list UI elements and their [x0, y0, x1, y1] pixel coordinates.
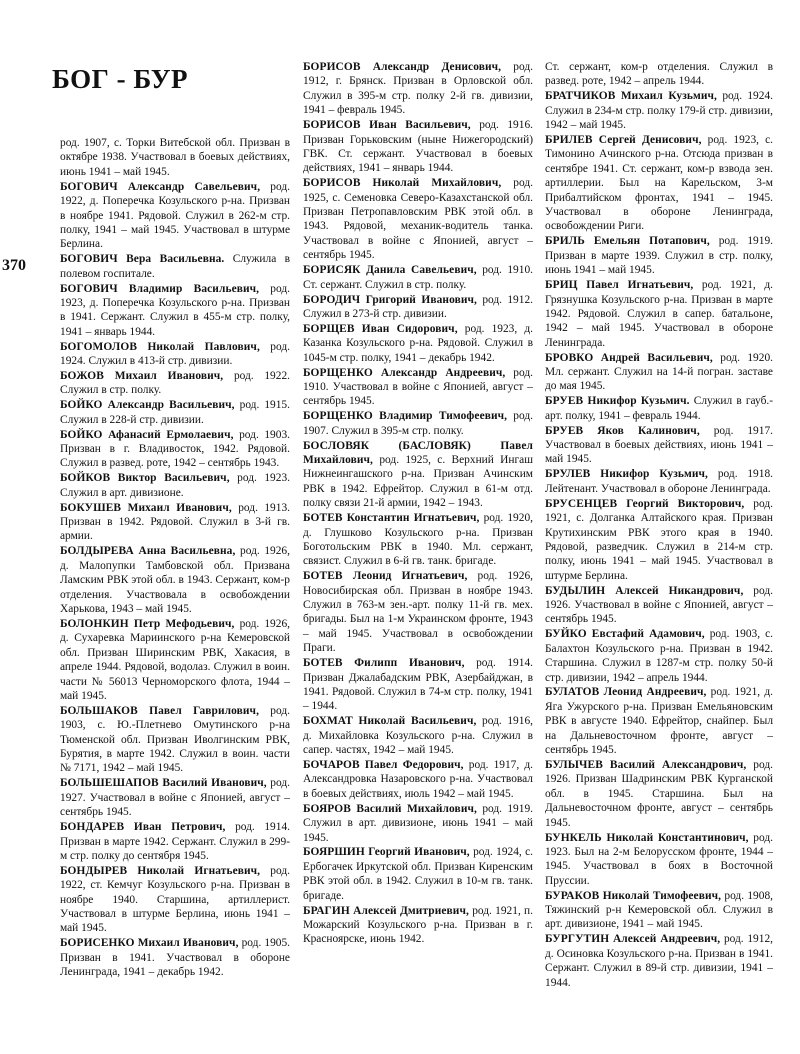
entry-name: БОЛОНКИН Петр Мефодьевич, — [60, 617, 235, 630]
entry-name: БОГОВИЧ Владимир Васильевич, — [60, 282, 260, 295]
entry-name: БРИЦ Павел Игнатьевич, — [545, 279, 694, 292]
entry-name: БОЙКО Александр Васильевич, — [60, 399, 235, 412]
dictionary-entry — [545, 133, 773, 234]
entry-text: род. 1926. Призван Шадринским РВК Курганской обл. в 1945. Старшина. Был на Дальневосточном фронте, август – сентябрь 1945. — [545, 759, 773, 829]
entry-text: род. 1923, с. Тимонино Ачинского р-на. Отсюда призван в сентябре 1941. Ст. сержант, ком-р взвода зен. артиллерии. Был на Карельском, 3-м Прибалтийском фронтах, 1941 – 1945. Участвовал в обороне Ленинграда, освобождении Риги. — [545, 134, 773, 233]
dictionary-entry — [60, 180, 290, 252]
entry-text: род. 1920, д. Глушково Козульского р-на. Призван Боготольским РВК в 1940. Мл. сержант, связист. Служил в 6-й гв. танк. бригаде. — [303, 512, 533, 568]
dictionary-entry — [60, 936, 290, 979]
entry-text: род. 1922, д. Поперечка Козульского р-на. Призван в ноябре 1941. Рядовой. Служил в 262-м стр. полку, 1941 – май 1945. Участвовал в штурме Берлина. — [60, 180, 290, 251]
entry-text: род. 1924. Служил в 234-м стр. полку 179-й стр. дивизии, 1942 – май 1945. — [545, 90, 773, 132]
dictionary-entry — [303, 366, 533, 409]
entry-name: БОРОДИЧ Григорий Иванович, — [303, 293, 477, 306]
entry-name: БОЛЬШАКОВ Павел Гаврилович, — [60, 704, 260, 717]
entry-text: род. 1912, д. Осиновка Козульского р-на. Призван в 1941. Сержант. Служил в 89-й стр. дивизии, 1941 – 1944. — [545, 933, 773, 989]
entry-text: род. 1921, д. Яга Ужурского р-на. Призван Емельяновским РВК в августе 1940. Ефрейтор, снайпер. Был на Дальневосточном фронте, август – сентябрь 1945. — [545, 686, 773, 757]
entry-name: БОГОВИЧ Александр Савельевич, — [60, 180, 261, 193]
entry-name: БОЛЬШЕШАПОВ Василий Иванович, — [60, 777, 267, 790]
entry-name: БУНКЕЛЬ Николай Константинович, — [545, 831, 749, 844]
dictionary-entry — [303, 439, 533, 511]
entry-name: БОРЩЕНКО Александр Андреевич, — [303, 366, 506, 379]
entry-name: БОРИСОВ Александр Денисович, — [303, 61, 502, 73]
dictionary-entry — [303, 714, 533, 757]
dictionary-entry — [60, 864, 290, 936]
dictionary-entry — [545, 351, 773, 394]
entry-name: БОЛДЫРЕВА Анна Васильевна, — [60, 545, 236, 558]
dictionary-entry — [60, 252, 290, 281]
entry-text: род. 1923. Служил в арт. дивизионе. — [60, 472, 290, 499]
entry-text: род. 1921, п. Можарский Козульского р-на. Призван в г. Красноярске, июнь 1942. — [303, 904, 533, 946]
dictionary-entry — [60, 282, 290, 340]
entry-text: род. 1919. Служил в арт. дивизионе, июнь 1941 – май 1945. — [303, 802, 533, 844]
entry-text: род. 1912. Служил в 273-й стр. дивизии. — [303, 293, 533, 320]
dictionary-entry — [60, 471, 290, 500]
dictionary-entry — [60, 398, 290, 427]
entry-text: род. 1922, ст. Кемчуг Козульского р-на. Призван в ноябре 1940. Старшина, артиллерист. Участвовал в штурме Берлина, июнь 1941 – май 1945. — [60, 864, 290, 935]
column-1 — [60, 136, 290, 980]
entry-name: БУЛАТОВ Леонид Андреевич, — [545, 686, 707, 699]
entry-text: род. 1914. Призван в марте 1942. Сержант. Служил в 299-м стр. полку до сентября 1945. — [60, 821, 290, 862]
dictionary-entry — [545, 932, 773, 990]
dictionary-entry — [303, 293, 533, 322]
entry-text: род. 1920. Мл. сержант. Служил на 14-й погран. заставе до мая 1945. — [545, 351, 773, 393]
entry-name: БОРИСОВ Иван Васильевич, — [303, 119, 471, 132]
entry-text: род. 1925, с. Семеновка Северо-Казахстанской обл. Призван Петропавловским РВК этой обл. в 1943. Рядовой, механик-водитель танка. Участвовал в войне с Японией, август – сентябрь 1945. — [303, 177, 533, 262]
entry-text: род. 1917. Участвовал в боевых действиях, июнь 1941 – май 1945. — [545, 424, 773, 466]
entry-name: БОРЩЕВ Иван Сидорович, — [303, 322, 458, 335]
entry-name: БОЙКО Афанасий Ермолаевич, — [60, 428, 234, 441]
entry-name: БОЯРШИН Георгий Иванович, — [303, 846, 470, 859]
entry-text: род. 1915. Служил в 228-й стр. дивизии. — [60, 399, 290, 426]
entry-name: БОГОВИЧ Вера Васильевна. — [60, 253, 225, 266]
dictionary-entry — [303, 176, 533, 262]
entry-text: род. 1905. Призван в 1941. Участвовал в обороне Ленинграда, 1941 – декабрь 1942. — [60, 937, 290, 979]
entry-name: БРАТЧИКОВ Михаил Кузьмич, — [545, 90, 718, 103]
entry-text: род. 1903, с. Балахтон Козульского р-на. Призван в 1942. Старшина. Служил в 1287-м стр. полку 50-й стр. дивизии, 1942 – апрель 1944. — [545, 628, 773, 684]
dictionary-entry — [60, 617, 290, 703]
entry-text: род. 1926, д. Малопупки Тамбовской обл. Призвана Ламским РВК этой обл. в 1943. Сержант, ком-р отделения. Участвовала в освобождении Харькова, 1943 – май 1945. — [60, 545, 290, 615]
dictionary-entry — [545, 394, 773, 423]
dictionary-entry — [545, 60, 773, 89]
entry-name: БОЯРОВ Василий Михайлович, — [303, 802, 477, 815]
entry-text: род. 1926, д. Сухаревка Мариинского р-на Кемеровской обл. Призван Ширинским РВК, Хакасия, в апреле 1944. Рядовой, водолаз. Служил в воин. части № 56013 Черноморского флота, 1944 – май 1945. — [60, 617, 290, 702]
entry-name: БРУЕВ Яков Калинович, — [545, 424, 700, 437]
entry-text: род. 1912, г. Брянск. Призван в Орловской обл. Служил в 395-м стр. полку 2-й гв. дивизии, 1941 – февраль 1945. — [303, 61, 533, 117]
entry-text: род. 1913. Призван в 1942. Рядовой. Служил в 3-й гв. армии. — [60, 501, 290, 543]
entry-text: род. 1907. Служил в 395-м стр. полку. — [303, 410, 533, 437]
dictionary-entry — [303, 409, 533, 438]
dictionary-entry — [303, 802, 533, 845]
entry-name: БУЙКО Евстафий Адамович, — [545, 628, 705, 641]
page-number: 370 — [2, 257, 26, 274]
entry-name: БРУСЕНЦЕВ Георгий Викторович, — [545, 497, 745, 510]
entry-name: БОНДАРЕВ Иван Петрович, — [60, 821, 226, 834]
dictionary-entry — [60, 704, 290, 776]
entry-name: БРУЕВ Никифор Кузьмич. — [545, 395, 690, 408]
entry-text: Служила в полевом госпитале. — [60, 253, 290, 280]
dictionary-entry — [545, 758, 773, 830]
entry-name: БОГОМОЛОВ Николай Павлович, — [60, 340, 260, 353]
entry-name: БУЛЫЧЕВ Василий Александрович, — [545, 759, 747, 771]
page-title: БОГ - БУР — [52, 64, 189, 94]
entry-name: БОНДЫРЕВ Николай Игнатьевич, — [60, 864, 261, 877]
entry-text: род. 1921, д. Грязнушка Козульского р-на. Призван в марте 1942. Рядовой. Служил в сапер. батальоне, 1942 – май 1945. Участвовал в обороне Ленинграда. — [545, 279, 773, 349]
entry-name: БРИЛЬ Емельян Потапович, — [545, 235, 710, 248]
entry-text: род. 1910. Ст. сержант. Служил в стр. полку. — [303, 264, 533, 291]
dictionary-entry — [303, 118, 533, 176]
entry-name: БОРИСЕНКО Михаил Иванович, — [60, 937, 239, 950]
dictionary-entry — [303, 569, 533, 655]
entry-name: БРУЛЕВ Никифор Кузьмич, — [545, 468, 709, 481]
dictionary-entry — [545, 424, 773, 467]
dictionary-entry — [303, 511, 533, 569]
entry-name: БОРИСЯК Данила Савельевич, — [303, 264, 477, 277]
entry-name: БОРИСОВ Николай Михайлович, — [303, 177, 502, 190]
dictionary-entry — [303, 758, 533, 801]
entry-name: БУРГУТИН Алексей Андреевич, — [545, 933, 721, 946]
dictionary-entry — [60, 369, 290, 398]
entry-text: род. 1916, д. Михайловка Козульского р-на. Служил в сапер. частях, 1942 – май 1945. — [303, 715, 533, 757]
entry-name: БОТЕВ Константин Игнатьевич, — [303, 512, 480, 525]
entry-text: род. 1914. Призван Джалабадским РВК, Азербайджан, в 1941. Рядовой. Служил в 74-м стр. полку, 1941 – 1944. — [303, 657, 533, 713]
dictionary-entry — [60, 544, 290, 616]
entry-name: БОЖОВ Михаил Иванович, — [60, 370, 224, 382]
column-2 — [303, 60, 533, 947]
entry-name: БОТЕВ Леонид Игнатьевич, — [303, 570, 468, 583]
entry-name: БОКУШЕВ Михаил Иванович, — [60, 501, 232, 514]
entry-name: БОРЩЕНКО Владимир Тимофеевич, — [303, 410, 508, 423]
entry-text: род. 1923. Был на 2-м Белорусском фронте, 1944 – 1945. Участвовал в боях в Восточной Пруссии. — [545, 831, 773, 887]
entry-name: БРАГИН Алексей Дмитриевич, — [303, 904, 469, 917]
entry-text: род. 1903. Призван в г. Владивосток, 1942. Рядовой. Служил в развед. роте, 1942 – сентябрь 1943. — [60, 428, 290, 470]
entry-name: БУДЫЛИН Алексей Никандрович, — [545, 584, 744, 597]
dictionary-entry — [60, 501, 290, 544]
dictionary-entry — [60, 136, 290, 179]
entry-text: род. 1907, с. Торки Витебской обл. Призван в октябре 1938. Участвовал в боевых действиях, июнь 1941 – май 1945. — [60, 137, 290, 178]
entry-text: род. 1903, с. Ю.-Плетнево Омутинского р-на Тюменской обл. Призван Иволгинским РВК, Бурятия, в марте 1942. Служил в воин. части № 7171, 1942 – май 1945. — [60, 704, 290, 775]
entry-text: род. 1925, с. Верхний Ингаш Нижнеингашского р-на. Призван Ачинским РВК в 1942. Ефрейтор. Служил в 61-м отд. полку связи 21-й армии, 1942 – 1943. — [303, 453, 533, 510]
entry-text: род. 1916. Призван Горьковским (ныне Нижегородский) ГВК. Ст. сержант. Участвовал в боевых действиях, 1941 – январь 1944. — [303, 119, 533, 175]
dictionary-entry — [545, 89, 773, 132]
dictionary-entry — [303, 263, 533, 292]
entry-name: БУРАКОВ Николай Тимофеевич, — [545, 889, 722, 902]
dictionary-entry — [545, 889, 773, 932]
dictionary-entry — [303, 904, 533, 947]
dictionary-entry — [60, 820, 290, 863]
entry-text: род. 1908, Тяжинский р-н Кемеровской обл. Служил в арт. дивизионе, 1941 – май 1945. — [545, 889, 773, 931]
entry-text: род. 1918. Лейтенант. Участвовал в обороне Ленинграда. — [545, 468, 773, 495]
entry-text: род. 1923, д. Казанка Козульского р-на. Рядовой. Служил в 1045-м стр. полку, 1941 – декабрь 1942. — [303, 322, 533, 364]
column-3 — [545, 60, 773, 991]
dictionary-entry — [545, 831, 773, 889]
entry-text: род. 1926, Новосибирская обл. Призван в ноябре 1943. Служил в 763-м зен.-арт. полку 11-й гв. мех. бригады. Был на 1-м Украинском фронте, 1943 – май 1945. Участвовал в освобождении Праги. — [303, 570, 533, 655]
dictionary-entry — [303, 60, 533, 118]
entry-name: БОСЛОВЯК (БАСЛОВЯК) Павел Михайлович, — [303, 439, 533, 466]
entry-text: Служил в гауб.-арт. полку, 1941 – февраль 1944. — [545, 395, 774, 422]
entry-text: род. 1917, д. Александровка Назаровского р-на. Участвовал в боевых действиях, июль 1942 – май 1945. — [303, 759, 533, 800]
entry-text: род. 1924, с. Ербогачек Иркутской обл. Призван Киренским РВК этой обл. в 1942. Служил в 10-м гв. танк. бригаде. — [303, 846, 533, 902]
entry-text: род. 1922. Служил в стр. полку. — [60, 370, 290, 397]
dictionary-entry — [545, 497, 773, 583]
entry-text: род. 1923, д. Поперечка Козульского р-на. Призван в 1941. Сержант. Служил в 455-м стр. полку, 1941 – январь 1944. — [60, 282, 290, 338]
entry-text: род. 1927. Участвовал в войне с Японией, август – сентябрь 1945. — [60, 777, 290, 819]
dictionary-entry — [303, 656, 533, 714]
entry-name: БРИЛЕВ Сергей Денисович, — [545, 134, 702, 147]
entry-text: Ст. сержант, ком-р отделения. Служил в развед. роте, 1942 – апрель 1944. — [545, 61, 773, 88]
dictionary-entry — [545, 467, 773, 496]
entry-text: род. 1926. Участвовал в войне с Японией, август – сентябрь 1945. — [545, 584, 773, 626]
dictionary-entry — [545, 234, 773, 277]
entry-name: БОТЕВ Филипп Иванович, — [303, 657, 465, 670]
entry-text: род. 1910. Участвовал в войне с Японией, август – сентябрь 1945. — [303, 366, 533, 408]
dictionary-entry — [303, 845, 533, 903]
entry-name: БОЙКОВ Виктор Васильевич, — [60, 472, 230, 485]
dictionary-entry — [60, 428, 290, 471]
entry-name: БОХМАТ Николай Васильевич, — [303, 715, 477, 728]
dictionary-entry — [60, 340, 290, 369]
dictionary-entry — [545, 627, 773, 685]
dictionary-entry — [545, 685, 773, 757]
entry-name: БРОВКО Андрей Васильевич, — [545, 351, 713, 364]
dictionary-entry — [60, 776, 290, 819]
entry-text: род. 1921, с. Долганка Алтайского края. Призван Крутихинским РВК этого края в 1940. Рядовой, разведчик. Служил в 214-м стр. полку, июнь 1941 – май 1945. Участвовал в штурме Берлина. — [545, 497, 773, 582]
dictionary-entry — [303, 322, 533, 365]
dictionary-entry — [545, 278, 773, 350]
entry-text: род. 1924. Служил в 413-й стр. дивизии. — [60, 340, 290, 368]
entry-name: БОЧАРОВ Павел Федорович, — [303, 759, 464, 771]
entry-text: род. 1919. Призван в марте 1939. Служил в стр. полку, июнь 1941 – май 1945. — [545, 235, 773, 277]
dictionary-entry — [545, 584, 773, 627]
